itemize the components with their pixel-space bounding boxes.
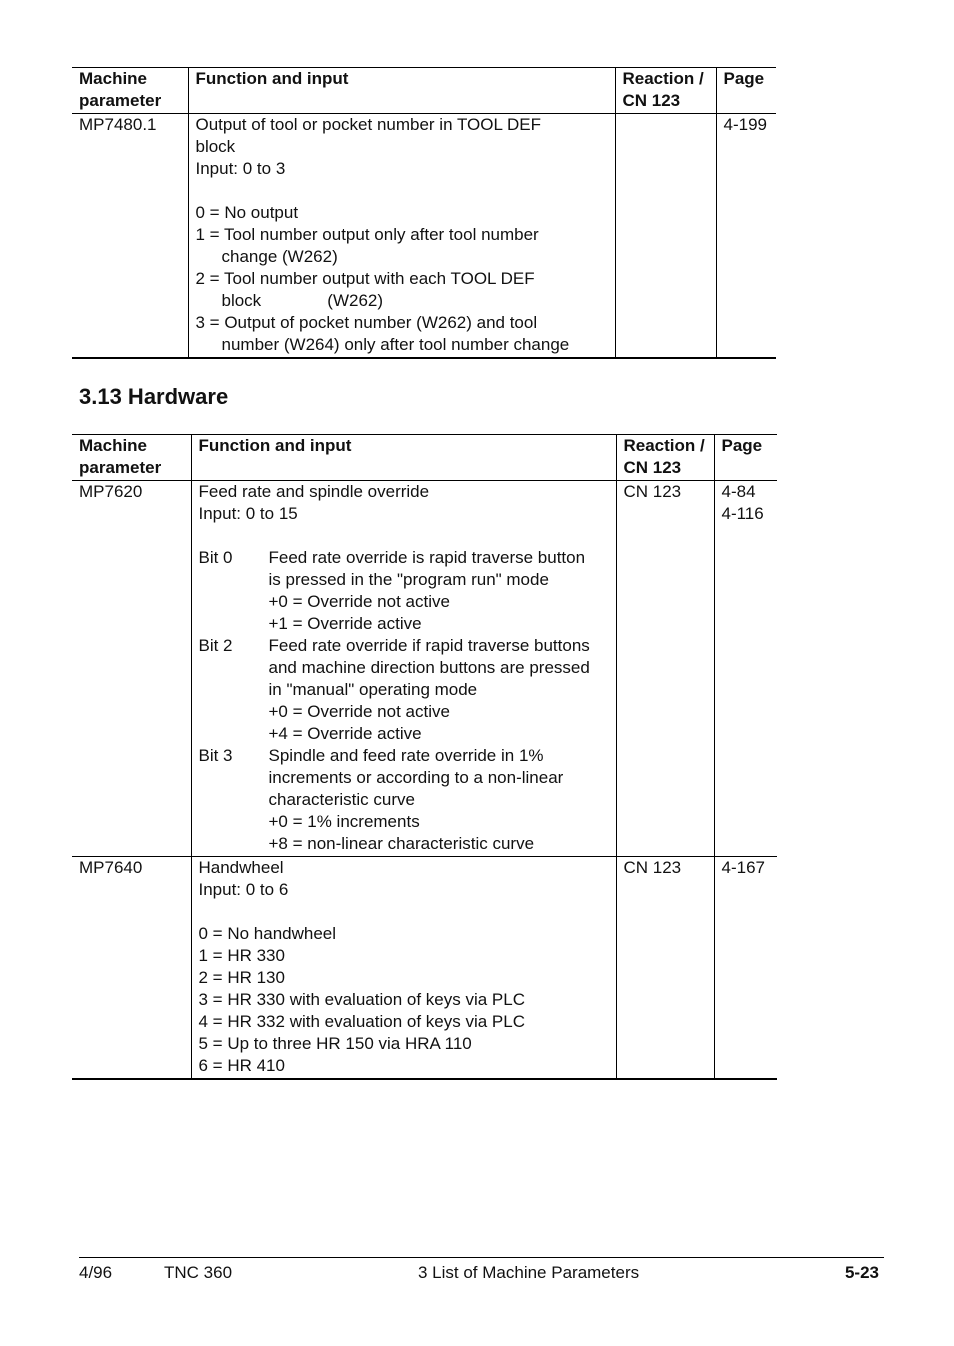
page-cell: 4-167 [714,857,777,1080]
bit-entry [199,745,610,855]
footer-product: TNC 360 [164,1263,233,1282]
parameter-table-tool-def [72,67,776,359]
bit-desc-line: +4 = Override active [268,724,422,743]
parameter-table-hardware [72,434,777,1080]
option-line: 2 = HR 130 [198,968,285,987]
header-machine-parameter: Machine parameter [72,435,191,481]
function-cell [188,114,615,359]
header-page: Page [716,68,776,114]
option-line: number (W264) only after tool number change [221,335,570,354]
bit-desc-line: in "manual" operating mode [268,680,478,699]
bit-desc-line: and machine direction buttons are pressed [268,658,590,677]
option-line: 1 = Tool number output only after tool number [195,225,539,244]
input-range: Input: 0 to 3 [195,159,286,178]
option-line: 6 = HR 410 [198,1056,285,1075]
option-line: change (W262) [221,247,338,266]
page-cell [714,481,777,857]
function-cell [191,857,616,1080]
table-header-row [72,435,777,481]
bit-desc-line: +0 = Override not active [268,702,450,721]
table-row [72,857,777,1080]
section-title: 3.13 Hardware [79,384,229,409]
footer-date: 4/96 [79,1263,113,1282]
option-line: 4 = HR 332 with evaluation of keys via PLC [198,1012,525,1031]
reaction-cell: CN 123 [616,481,714,857]
bit-desc-line: characteristic curve [268,790,415,809]
param-cell: MP7480.1 [72,114,188,359]
page-cell: 4-199 [716,114,776,359]
header-function-input: Function and input [191,435,616,481]
option-line: 1 = HR 330 [198,946,285,965]
bit-desc-line: +0 = Override not active [268,592,450,611]
header-machine-parameter: Machine parameter [72,68,188,114]
bit-label: Bit 2 [198,636,233,655]
footer-chapter: 3 List of Machine Parameters [418,1263,640,1282]
param-cell: MP7620 [72,481,191,857]
option-line: 5 = Up to three HR 150 via HRA 110 [198,1034,472,1053]
option-line: 0 = No handwheel [198,924,337,943]
header-reaction: Reaction / CN 123 [615,68,716,114]
table-row [72,481,777,857]
option-line: block (W262) [221,291,384,310]
option-line: 0 = No output [195,203,299,222]
bit-entry [199,635,610,745]
bit-desc-line: +1 = Override active [268,614,422,633]
option-line: 3 = Output of pocket number (W262) and tool [195,313,538,332]
bit-entry [199,547,610,635]
bit-desc-line: Feed rate override if rapid traverse buttons [268,636,590,655]
table-header-row [72,68,776,114]
reaction-cell [615,114,716,359]
param-cell: MP7640 [72,857,191,1080]
function-cell [191,481,616,857]
bit-desc-line: Spindle and feed rate override in 1% [268,746,544,765]
option-line: 3 = HR 330 with evaluation of keys via PLC [198,990,525,1009]
table-row [72,114,776,359]
page-ref: 4-116 [721,504,764,523]
footer-divider [79,1257,884,1258]
header-reaction: Reaction / CN 123 [616,435,714,481]
input-range: Input: 0 to 6 [198,880,289,899]
function-line: Output of tool or pocket number in TOOL DEF [195,115,542,134]
option-line: 2 = Tool number output with each TOOL DEF [195,269,535,288]
bit-desc-line: +0 = 1% increments [268,812,420,831]
bit-desc-line: increments or according to a non-linear [268,768,564,787]
reaction-cell: CN 123 [616,857,714,1080]
page-ref: 4-84 [721,482,756,501]
function-line: block [195,137,236,156]
header-page: Page [714,435,777,481]
bit-desc-line: is pressed in the "program run" mode [268,570,549,589]
header-function-input: Function and input [188,68,615,114]
bit-label: Bit 3 [198,746,233,765]
function-line: Handwheel [198,858,284,877]
bit-desc-line: Feed rate override is rapid traverse button [268,548,586,567]
input-range: Input: 0 to 15 [198,504,298,523]
bit-desc-line: +8 = non-linear characteristic curve [268,834,535,853]
footer-page-number: 5-23 [844,1263,879,1282]
function-line: Feed rate and spindle override [198,482,430,501]
bit-label: Bit 0 [198,548,233,567]
